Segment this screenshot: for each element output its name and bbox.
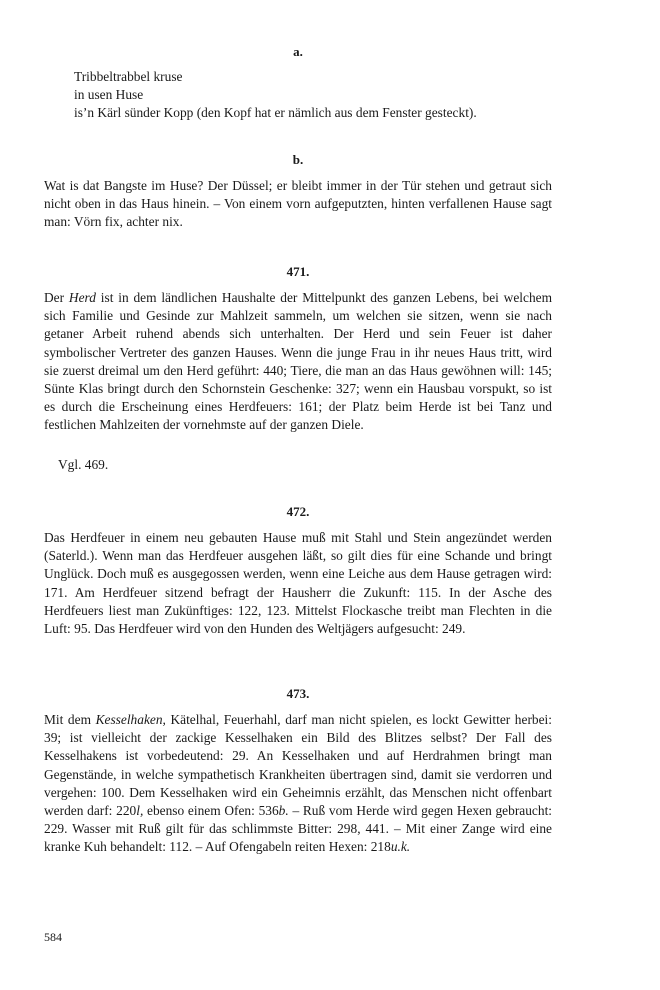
paragraph-471: [44, 289, 552, 435]
verse-block: [44, 68, 552, 123]
section-heading-471: 471.: [286, 264, 310, 279]
page-number: 584: [44, 930, 62, 944]
emphasis-kesselhaken: Kesselhaken,: [95, 712, 166, 727]
paragraph-473: [44, 711, 552, 857]
section-heading-b: b.: [292, 152, 304, 167]
text-span: – Ruß vom Herde wird gegen Hexen gebraucht: 229. Wasser mit Ruß gilt für das schlimmste Bitter: 298, 441. – Mit einer Zange wird eine kranke Kuh behandelt: 112. – Auf Ofengabeln reiten Hexen: 218: [44, 803, 553, 855]
text-span: Mit dem: [44, 712, 96, 727]
verse-line: in usen Huse: [74, 87, 144, 103]
verse-line: is’n Kärl sünder Kopp (den Kopf hat er nämlich aus dem Fenster gesteckt).: [74, 105, 477, 121]
paragraph-b: Wat is dat Bangste im Huse? Der Düssel; er bleibt immer in der Tür stehen und getraut sich nicht oben in das Haus hinein. – Von einem vorn aufgeputzten, hinten verfallenen Hause sagt man: Vörn fix, achter nix.: [44, 178, 552, 230]
text-span: ist in dem ländlichen Haushalte der Mittelpunkt des ganzen Lebens, bei welchem sich Familie und Gesinde zur Mahlzeit sammeln, um welchen sie sitzen, wenn sie nach getaner Arbeit ruhend abends sich unterhalten. Der Herd und sein Feuer ist daher symbolischer Vertreter des ganzen Hauses. Wenn die junge Frau in ihr neues Haus tritt, wird sie zuerst dreimal um den Herd geführt: 440; Tiere, die man an das Haus gewöhnen will: 145; Sünte Klas bringt durch den Schornstein Geschenke: 327; wenn ein Hausbau vorspukt, so ist es durch die Erscheinung eines Herdfeuers: 161; der Platz beim Herde ist bei Tanz und festlichen Mahlzeiten der vornehmste auf der ganzen Diele.: [44, 290, 553, 433]
text-span: ebenso einem Ofen: 536: [143, 803, 279, 819]
text-span: Der: [44, 290, 69, 305]
section-heading-a: a.: [293, 44, 303, 59]
cross-reference-471: Vgl. 469.: [58, 457, 109, 472]
emphasis-letter: l,: [136, 803, 144, 819]
emphasis-letter: u.k.: [390, 839, 411, 855]
section-heading-473: 473.: [286, 686, 310, 701]
text-span: Kätelhal, Feuerhahl, darf man nicht spielen, es lockt Gewitter herbei: 39; ist vielleicht der zackige Kesselhaken ein Bild des Blitzes selbst? Der Fall des Kesselhakens ist vorbedeutend: 29. An Kesselhaken und auf Herdrahmen bringt man Gegenstände, in welche sympathetisch Krankheiten übertragen sind, damit sie verdorren und vergehen: 100. Dem Kesselhaken wird ein Geheimnis erzählt, das Menschen nicht offenbart werden darf: 220: [44, 712, 552, 819]
emphasis-letter: b.: [278, 803, 289, 819]
section-heading-472: 472.: [286, 504, 310, 519]
emphasis-herd: Herd: [68, 290, 96, 305]
paragraph-472: Das Herdfeuer in einem neu gebauten Hause muß mit Stahl und Stein angezündet werden (Saterld.). Wenn man das Herdfeuer ausgehen läßt, so gilt dies für eine Schande und bringt Unglück. Doch muß es ausgegossen werden, wenn eine Leiche aus dem Hause getragen wird: 171. Am Herdfeuer sitzend befragt der Hausherr die Zukunft: 115. In der Asche des Herdfeuers liest man Zukünftiges: 122, 123. Mittelst Flockasche treibt man Flechten in die Luft: 95. Das Herdfeuer wird von den Hunden des Weltjägers aufgesucht: 249.: [44, 530, 552, 637]
verse-line: Tribbeltrabbel kruse: [74, 69, 183, 84]
